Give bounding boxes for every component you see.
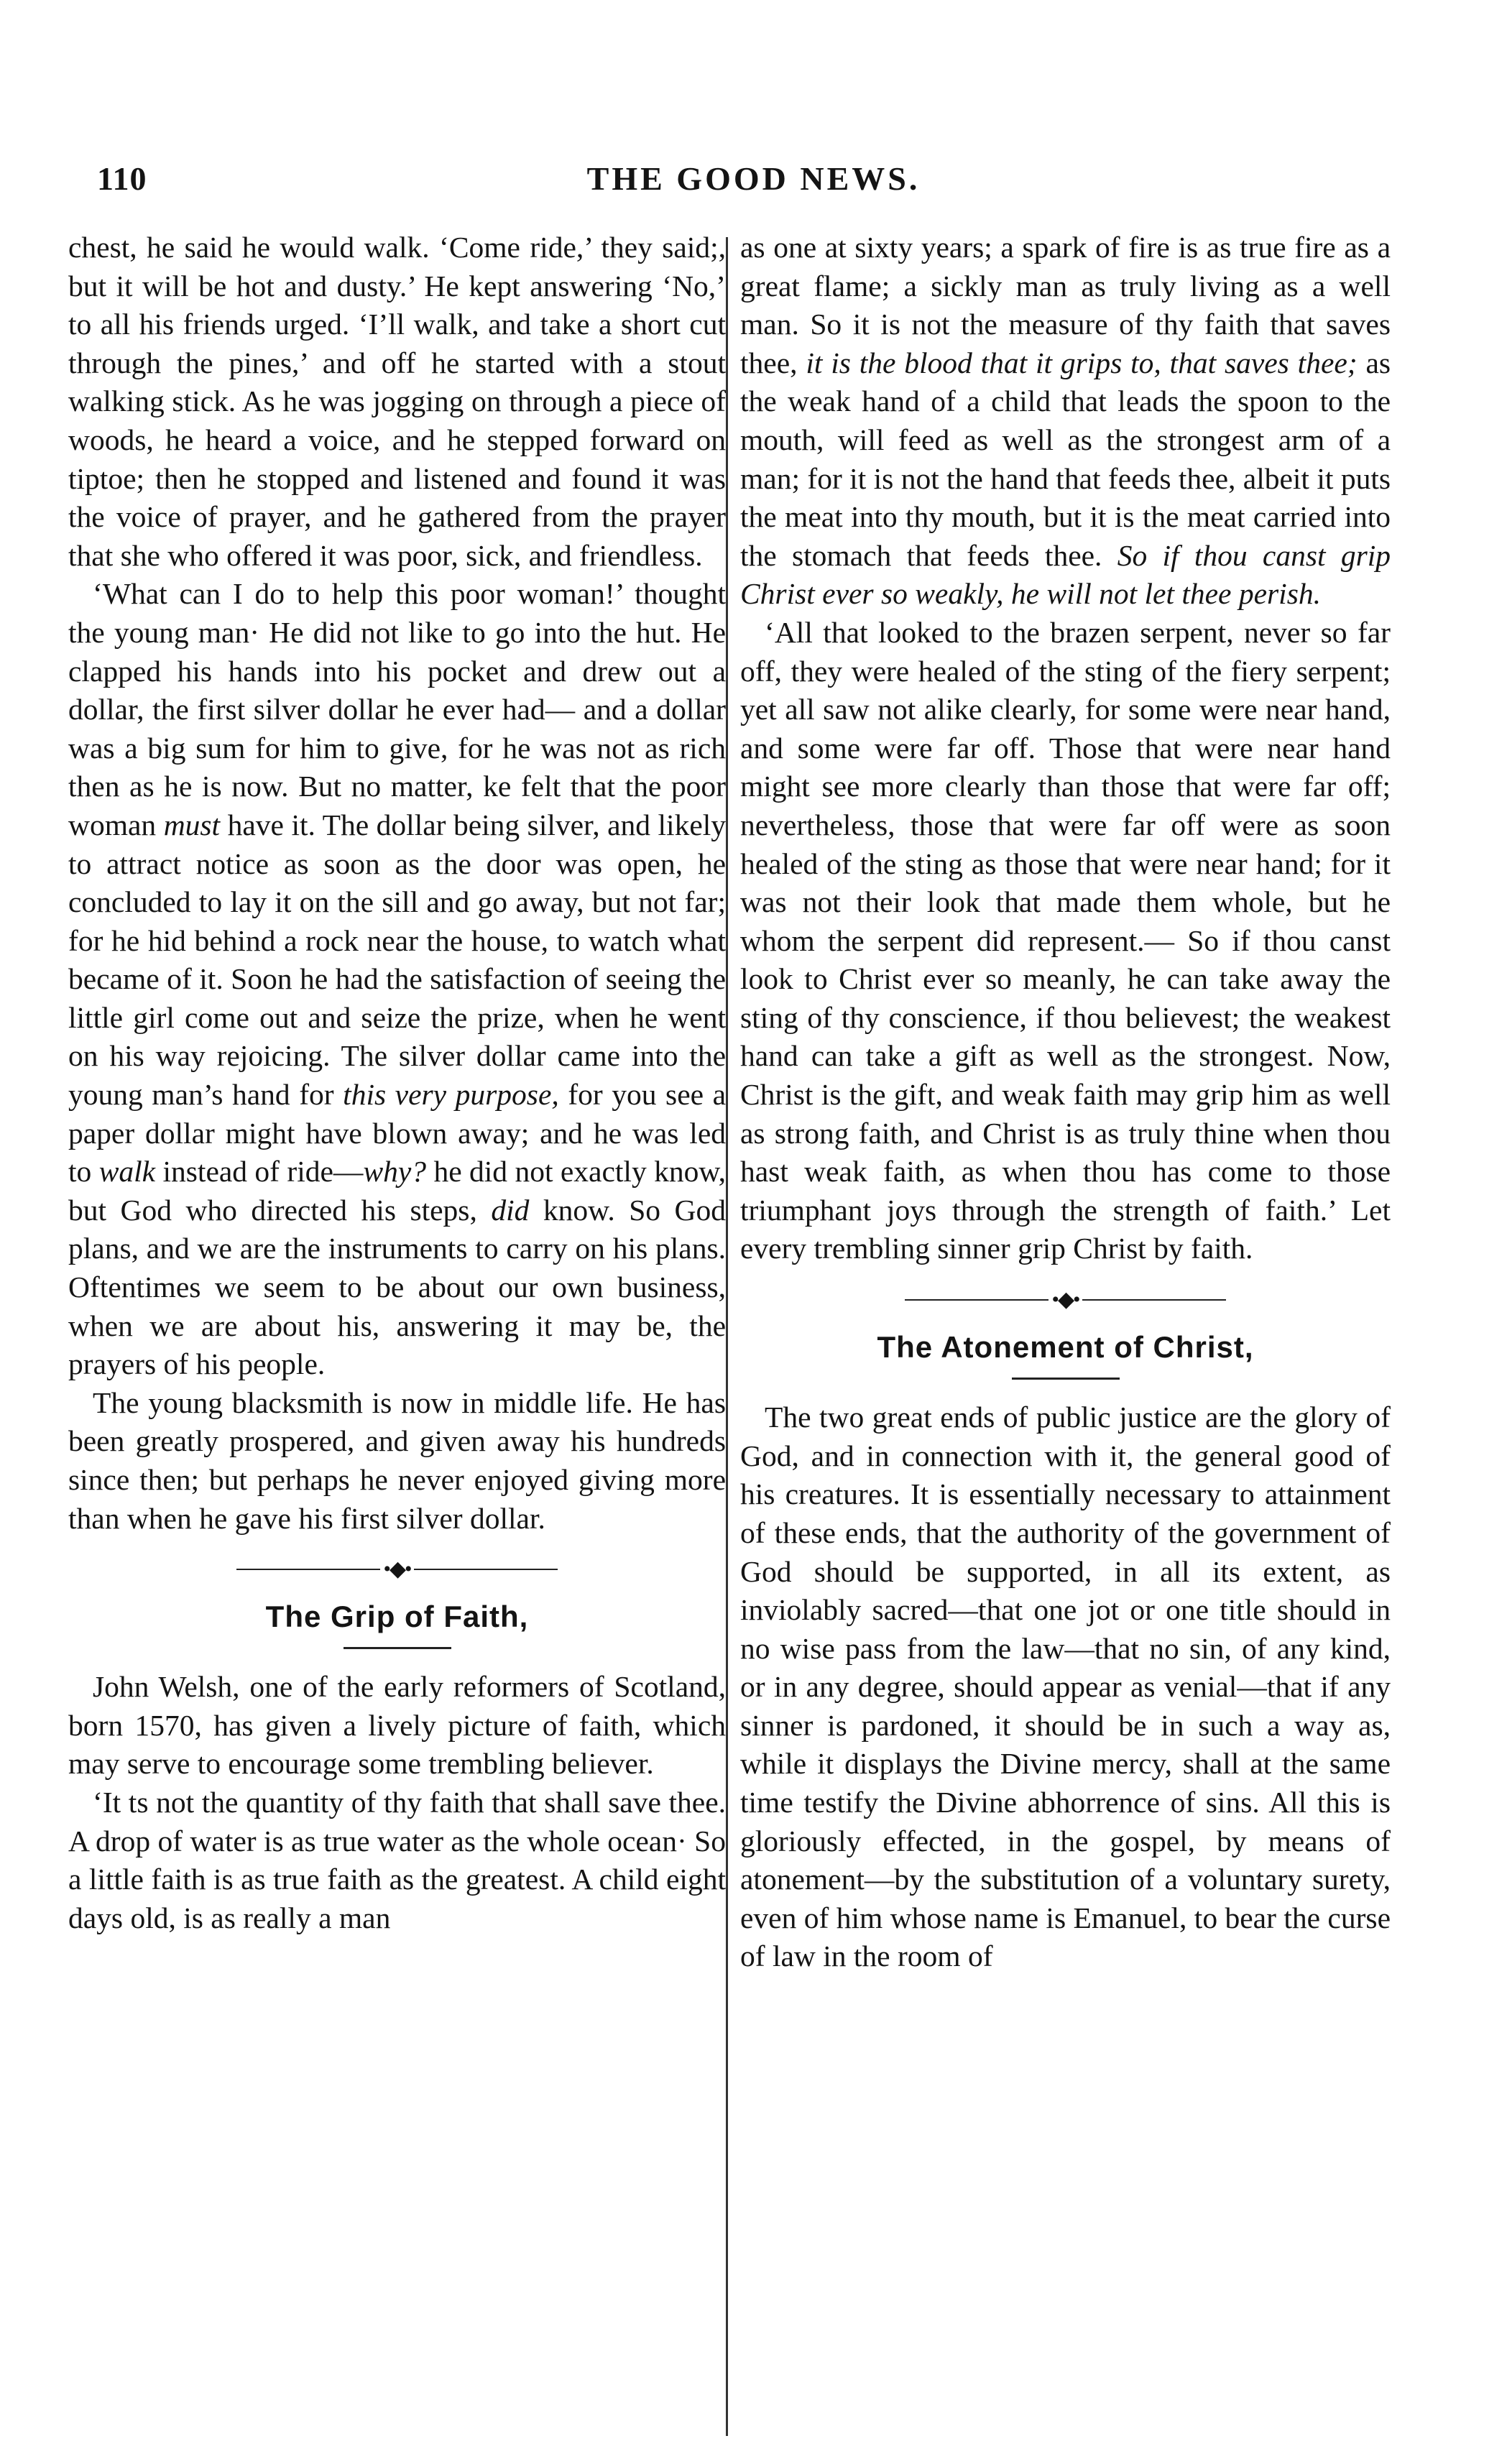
column-rule bbox=[726, 237, 728, 2436]
paragraph-text: have it. The dollar being silver, and likely to attract notice as soon as the door was open, he concluded to lay it on the sill and go away, but not far; for he hid behind a rock near the house, to watch what became of it. Soon he had the satisfaction of seeing the little girl come out and seize the prize, when he went on his way rejoicing. The silver dollar came into the young man’s hand for bbox=[68, 808, 727, 1112]
paragraph bbox=[68, 575, 726, 1383]
right-column bbox=[740, 229, 1391, 1976]
paragraph-text: he did not exactly know, but God who directed his steps, bbox=[68, 1155, 727, 1227]
section-heading: The Grip of Faith, bbox=[265, 1600, 529, 1634]
paragraph bbox=[68, 1784, 726, 1937]
separator-rule bbox=[414, 1569, 558, 1570]
heading-rule bbox=[1012, 1378, 1120, 1380]
italic-text: this very purpose, bbox=[343, 1078, 559, 1112]
paragraph-text: instead of ride— bbox=[162, 1155, 364, 1189]
italic-text: it is the blood that it grips to, that saves thee; bbox=[806, 346, 1358, 379]
paragraph-text: for you see a paper dollar might have blown away; and he was led to bbox=[68, 1078, 727, 1189]
paragraph bbox=[740, 229, 1391, 614]
separator-rule bbox=[1082, 1299, 1226, 1301]
paragraph bbox=[740, 1398, 1391, 1976]
paragraph-text: John Welsh, one of the early reformers of Scotland, born 1570, has given a lively picture of faith, which may serve to encourage some trembling believer. bbox=[68, 1670, 726, 1781]
running-head: THE GOOD NEWS. bbox=[586, 160, 921, 197]
paragraph bbox=[68, 229, 726, 575]
left-column bbox=[68, 229, 726, 1937]
separator-ornament: •◆• bbox=[1051, 1288, 1079, 1312]
paragraph-text: The young blacksmith is now in middle life. He has been greatly prospered, and given away his hundreds since then; but perhaps he never enjoyed giving more than when he gave his first silver dollar. bbox=[68, 1385, 726, 1535]
italic-text: walk bbox=[98, 1155, 156, 1189]
heading-rule bbox=[344, 1647, 451, 1649]
italic-text: must bbox=[163, 808, 221, 841]
separator-rule bbox=[236, 1569, 380, 1570]
paragraph bbox=[68, 1668, 726, 1784]
paragraph-text: ‘What can I do to help this poor woman!’ thought the young man· He did not like to go into the hut. He clapped his hands into his pocket and drew out a dollar, the first silver dollar he ever had— and a dollar was a big sum for him to give, for he was not as rich then as he is now. But no matter, ke felt that the poor woman bbox=[68, 577, 726, 841]
separator-rule bbox=[905, 1299, 1049, 1301]
italic-text: why? bbox=[363, 1155, 427, 1189]
paragraph-text: chest, he said he would walk. ‘Come ride,’ they said;, but it will be hot and dusty.’ He kept answering ‘No,’ to all his friends urged. ‘I’ll walk, and take a short cut through the pines,’ and off he started with a stout walking stick. As he was jogging on through a piece of woods, he heard a voice, and he stepped forward on tiptoe; then he stopped and listened and found it was the voice of prayer, and he gathered from the prayer that she who offered it was poor, sick, and friendless. bbox=[68, 231, 726, 572]
paragraph-text: ‘All that looked to the brazen serpent, never so far off, they were healed of the sting of the fiery serpent; yet all saw not alike clearly, for some were near hand, and some were far off. Those that were near hand might see more clearly than those that were far off; nevertheless, those that were far off were as soon healed of the sting as those that were near hand; for it was not their look that made them whole, but he whom the serpent did represent.— So if thou canst look to Christ ever so meanly, he can take away the sting of thy conscience, if thou believest; the weakest hand can take a gift as well as the strongest. Now, Christ is the gift, and weak faith may grip him as well as strong faith, and Christ is as truly thine when thou hast weak faith, as when thou has come to those triumphant joys through the strength of faith.’ Let every trembling sinner grip Christ by faith. bbox=[740, 615, 1391, 1265]
separator-ornament: •◆• bbox=[383, 1557, 411, 1582]
paragraph-text: The two great ends of public justice are the glory of God, and in connection with it, the general good of his creatures. It is essentially necessary to attainment of these ends, that the authority of the government of God should be supported, in all its extent, as inviolably sacred—that one jot or one title should in no wise pass from the law—that no sin, of any kind, or in any degree, should appear as venial—that if any sinner is pardoned, it should be in such a way as, while it displays the Divine mercy, shall at the same time testify the Divine abhorrence of sins. All this is gloriously effected, in the gospel, by means of atonement—by the substitution of a voluntary surety, even of him whose name is Emanuel, to bear the curse of law in the room of bbox=[740, 1401, 1391, 1973]
paragraph bbox=[740, 614, 1391, 1268]
italic-text: did bbox=[491, 1193, 530, 1227]
paragraph-text: know. So God plans, and we are the instruments to carry on his plans. Oftentimes we seem to be about our own business, when we are about his, answering it may be, the prayers of his people. bbox=[68, 1193, 726, 1381]
section-separator bbox=[740, 1284, 1391, 1314]
paragraph-text: as the weak hand of a child that leads the spoon to the mouth, will feed as well as the strongest arm of a man; for it is not the hand that feeds thee, albeit it puts the meat into thy mouth, but it is the meat carried into the stomach that feeds thee. bbox=[740, 346, 1391, 572]
section-heading: The Atonement of Christ, bbox=[877, 1330, 1254, 1365]
paragraph-text: as one at sixty years; a spark of fire is as true fire as a great flame; a sickly man as truly living as a well man. So it is not the measure of thy faith that saves thee, bbox=[740, 231, 1391, 379]
page-number: 110 bbox=[97, 160, 147, 197]
section-separator bbox=[68, 1554, 726, 1584]
paragraph bbox=[68, 1384, 726, 1538]
paragraph-text: ‘It ts not the quantity of thy faith that shall save thee. A drop of water is as true water as the whole ocean· So a little faith is as true faith as the greatest. A child eight days old, is as really a man bbox=[68, 1786, 727, 1934]
italic-text: So if thou canst grip Christ ever so weakly, he will not let thee perish. bbox=[740, 538, 1391, 611]
